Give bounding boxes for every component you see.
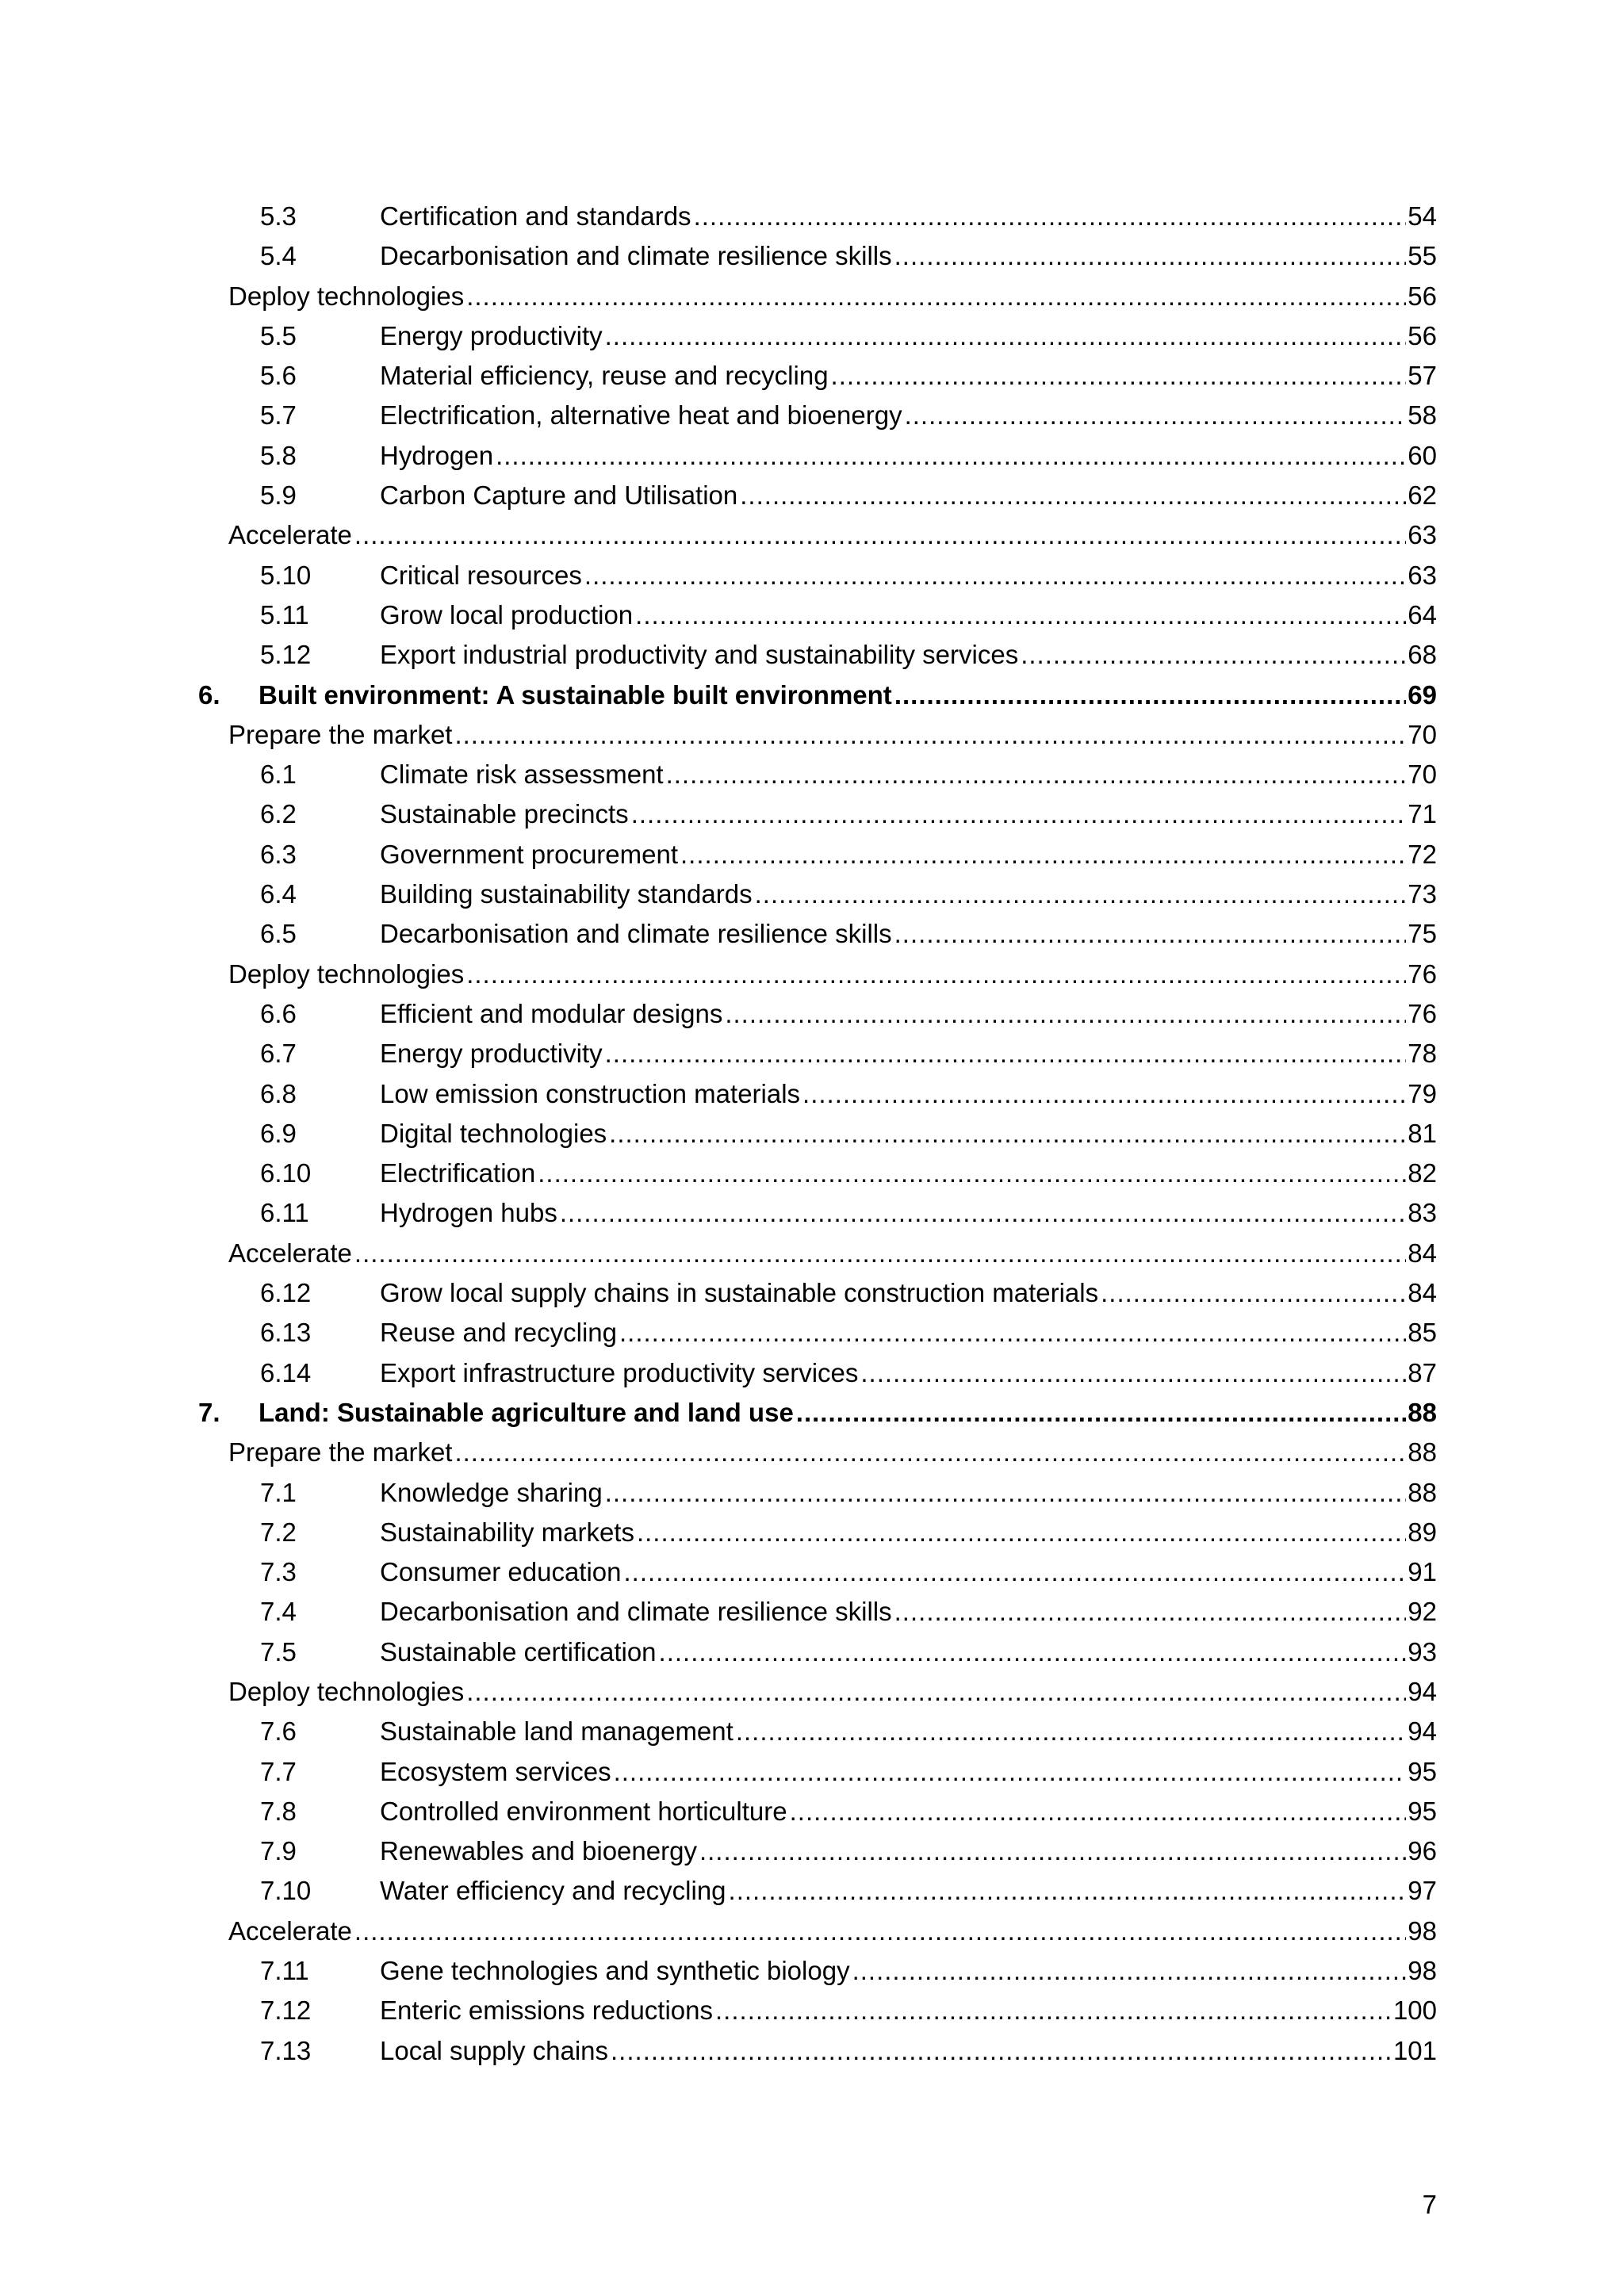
toc-entry-line: [380, 1592, 1437, 1632]
toc-entry-line: [380, 1273, 1437, 1313]
dot-leader: [609, 1114, 1406, 1154]
toc-entry-number: 7.8: [260, 1796, 297, 1826]
toc-entry-title[interactable]: Deploy technologies: [228, 959, 465, 989]
dot-leader: [680, 835, 1406, 874]
toc-entry-title[interactable]: Consumer education: [380, 1557, 622, 1587]
dot-leader: [666, 755, 1407, 794]
toc-entry-line: [380, 595, 1437, 635]
toc-entry-page[interactable]: 63: [1408, 560, 1437, 590]
toc-entry-number: 5.5: [260, 320, 297, 350]
toc-entry-line: [380, 1831, 1437, 1871]
toc-entry-page[interactable]: 85: [1408, 1318, 1437, 1348]
toc-section-entry[interactable]: [0, 396, 1624, 435]
toc-section-entry[interactable]: [0, 1154, 1624, 1193]
toc-entry-title[interactable]: Deploy technologies: [228, 281, 465, 311]
toc-entry-number: 6.1: [260, 760, 297, 790]
dot-leader: [715, 1991, 1392, 2030]
toc-entry-line: [380, 556, 1437, 595]
toc-section-entry[interactable]: [0, 1114, 1624, 1154]
toc-entry-title[interactable]: Sustainable land management: [380, 1716, 733, 1747]
toc-entry-line: [380, 2031, 1437, 2071]
dot-leader: [860, 1353, 1406, 1393]
toc-entry-page[interactable]: 95: [1408, 1796, 1437, 1826]
toc-entry-page[interactable]: 56: [1408, 320, 1437, 350]
toc-group-entry[interactable]: [0, 955, 1624, 994]
toc-entry-number: 6.9: [260, 1118, 297, 1148]
toc-entry-page[interactable]: 79: [1408, 1078, 1437, 1108]
dot-leader: [852, 1951, 1407, 1991]
toc-section-entry[interactable]: [0, 197, 1624, 236]
dot-leader: [605, 1034, 1407, 1073]
toc-section-entry[interactable]: [0, 914, 1624, 954]
toc-entry-line: [380, 476, 1437, 515]
toc-entry-title[interactable]: Enteric emissions reductions: [380, 1996, 714, 2026]
toc-group-entry[interactable]: [0, 1672, 1624, 1712]
dot-leader: [631, 794, 1407, 834]
dot-leader: [1101, 1273, 1406, 1313]
dot-leader: [894, 914, 1407, 954]
toc-entry-line: [380, 197, 1437, 236]
dot-leader: [560, 1193, 1406, 1233]
toc-section-entry[interactable]: [0, 1513, 1624, 1552]
page-number: 7: [1422, 2190, 1437, 2219]
toc-section-entry[interactable]: [0, 1473, 1624, 1513]
toc-entry-number: 7.13: [260, 2035, 312, 2065]
toc-entry-number: 6.5: [260, 919, 297, 949]
toc-entry-number: 7.2: [260, 1517, 297, 1547]
toc-entry-title[interactable]: Land: Sustainable agriculture and land use: [259, 1397, 794, 1427]
dot-leader: [605, 316, 1407, 356]
toc-entry-page[interactable]: 91: [1408, 1557, 1437, 1587]
toc-group-entry[interactable]: [0, 515, 1624, 555]
toc-entry-title[interactable]: Efficient and modular designs: [380, 998, 723, 1028]
toc-entry-title[interactable]: Prepare the market: [228, 719, 453, 749]
toc-entry-number: 5.11: [260, 599, 309, 629]
toc-entry-line: [380, 835, 1437, 874]
toc-entry-number: 5.4: [260, 241, 297, 271]
toc-entry-page[interactable]: 72: [1408, 839, 1437, 869]
toc-entry-title[interactable]: Sustainability markets: [380, 1517, 634, 1547]
dot-leader: [624, 1552, 1407, 1592]
toc-entry-number: 6.6: [260, 998, 297, 1028]
toc-section-entry[interactable]: [0, 1831, 1624, 1871]
toc-entry-page[interactable]: 95: [1408, 1756, 1437, 1786]
toc-entry-number: 6.7: [260, 1039, 297, 1069]
toc-entry-line: [380, 794, 1437, 834]
toc-group-entry[interactable]: [0, 277, 1624, 316]
toc-entry-page[interactable]: 60: [1408, 440, 1437, 470]
toc-entry-page[interactable]: 75: [1408, 919, 1437, 949]
dot-leader: [1021, 635, 1406, 675]
toc-entry-page[interactable]: 84: [1408, 1278, 1437, 1308]
toc-entry-title[interactable]: Critical resources: [380, 560, 582, 590]
toc-entry-page[interactable]: 92: [1408, 1597, 1437, 1627]
dot-leader: [831, 356, 1407, 396]
toc-section-entry[interactable]: [0, 1991, 1624, 2030]
dot-leader: [659, 1632, 1407, 1672]
toc-entry-title[interactable]: Sustainable certification: [380, 1636, 657, 1667]
toc-entry-title[interactable]: Controlled environment horticulture: [380, 1796, 787, 1826]
toc-section-entry[interactable]: [0, 1951, 1624, 1991]
toc-entry-number: 7.11: [260, 1956, 309, 1986]
toc-entry-line: [380, 1752, 1437, 1792]
dot-leader: [611, 2031, 1392, 2071]
toc-chapter-entry[interactable]: [0, 675, 1624, 715]
toc-section-entry[interactable]: [0, 436, 1624, 476]
toc-entry-page[interactable]: 54: [1408, 201, 1437, 231]
toc-section-entry[interactable]: [0, 1313, 1624, 1353]
toc-entry-number: 6.3: [260, 839, 297, 869]
toc-entry-line: [380, 356, 1437, 396]
toc-section-entry[interactable]: [0, 1871, 1624, 1911]
toc-entry-line: [228, 1911, 1437, 1951]
toc-entry-page[interactable]: 98: [1408, 1956, 1437, 1986]
toc-entry-line: [259, 1393, 1437, 1433]
toc-entry-number: 6.4: [260, 879, 297, 909]
toc-section-entry[interactable]: [0, 1792, 1624, 1831]
toc-entry-line: [380, 1991, 1437, 2030]
toc-entry-page[interactable]: 69: [1408, 679, 1437, 710]
toc-entry-title[interactable]: Electrification, alternative heat and bioenergy: [380, 400, 902, 430]
toc-entry-line: [228, 1433, 1437, 1472]
toc-entry-page[interactable]: 73: [1408, 879, 1437, 909]
toc-entry-page[interactable]: 58: [1408, 400, 1437, 430]
toc-section-entry[interactable]: [0, 1193, 1624, 1233]
dot-leader: [637, 1513, 1406, 1552]
toc-entry-line: [228, 955, 1437, 994]
toc-entry-number: 6.10: [260, 1158, 312, 1188]
toc-entry-number: 7.9: [260, 1836, 297, 1866]
dot-leader: [454, 1433, 1406, 1472]
toc-section-entry[interactable]: [0, 1353, 1624, 1393]
toc-entry-number: 7.12: [260, 1996, 312, 2026]
toc-entry-page[interactable]: 98: [1408, 1915, 1437, 1946]
toc-section-entry[interactable]: [0, 794, 1624, 834]
toc-section-entry[interactable]: [0, 755, 1624, 794]
dot-leader: [635, 595, 1406, 635]
toc-section-entry[interactable]: [0, 476, 1624, 515]
toc-entry-line: [380, 1353, 1437, 1393]
toc-entry-line: [228, 715, 1437, 755]
toc-entry-line: [380, 1513, 1437, 1552]
toc-entry-number: 5.7: [260, 400, 297, 430]
toc-entry-title[interactable]: Ecosystem services: [380, 1756, 611, 1786]
toc-group-entry[interactable]: [0, 1234, 1624, 1273]
toc-entry-number: 7.5: [260, 1636, 297, 1667]
toc-entry-page[interactable]: 88: [1408, 1477, 1437, 1507]
toc-section-entry[interactable]: [0, 236, 1624, 276]
toc-entry-line: [380, 1114, 1437, 1154]
toc-entry-number: 7.4: [260, 1597, 297, 1627]
toc-entry-line: [380, 755, 1437, 794]
toc-entry-title[interactable]: Grow local supply chains in sustainable construction materials: [380, 1278, 1099, 1308]
toc-entry-page[interactable]: 84: [1408, 1238, 1437, 1268]
toc-section-entry[interactable]: [0, 1752, 1624, 1792]
toc-entry-title[interactable]: Sustainable precincts: [380, 799, 629, 829]
toc-entry-line: [380, 1552, 1437, 1592]
toc-entry-number: 6.11: [260, 1198, 309, 1228]
dot-leader: [905, 396, 1407, 435]
toc-entry-page[interactable]: 56: [1408, 281, 1437, 311]
toc-entry-line: [380, 436, 1437, 476]
toc-entry-number: 5.10: [260, 560, 312, 590]
toc-entry-number: 7.3: [260, 1557, 297, 1587]
toc-entry-title[interactable]: Built environment: A sustainable built environment: [259, 679, 892, 710]
toc-entry-line: [380, 1473, 1437, 1513]
toc-entry-title[interactable]: Carbon Capture and Utilisation: [380, 480, 738, 511]
toc-entry-number: 6.13: [260, 1318, 312, 1348]
toc-entry-page[interactable]: 76: [1408, 998, 1437, 1028]
toc-entry-title[interactable]: Decarbonisation and climate resilience skills: [380, 919, 892, 949]
dot-leader: [802, 1074, 1406, 1114]
toc-entry-title[interactable]: Decarbonisation and climate resilience skills: [380, 1597, 892, 1627]
dot-leader: [354, 1911, 1406, 1951]
toc-entry-line: [380, 635, 1437, 675]
toc-entry-number: 6.14: [260, 1357, 312, 1387]
toc-entry-line: [380, 236, 1437, 276]
toc-entry-title[interactable]: Certification and standards: [380, 201, 691, 231]
toc-section-entry[interactable]: [0, 635, 1624, 675]
toc-entry-page[interactable]: 88: [1408, 1397, 1437, 1427]
dot-leader: [740, 476, 1406, 515]
dot-leader: [736, 1712, 1406, 1751]
toc-entry-page[interactable]: 100: [1392, 1996, 1437, 2026]
toc-section-entry[interactable]: [0, 1034, 1624, 1073]
toc-entry-number: 6.12: [260, 1278, 312, 1308]
toc-entry-page[interactable]: 70: [1408, 719, 1437, 749]
toc-entry-page[interactable]: 94: [1408, 1716, 1437, 1747]
toc-section-entry[interactable]: [0, 1074, 1624, 1114]
dot-leader: [796, 1393, 1406, 1433]
toc-group-entry[interactable]: [0, 715, 1624, 755]
toc-entry-line: [228, 1672, 1437, 1712]
toc-entry-title[interactable]: Climate risk assessment: [380, 760, 664, 790]
toc-entry-title[interactable]: Prepare the market: [228, 1437, 453, 1468]
toc-section-entry[interactable]: [0, 1552, 1624, 1592]
dot-leader: [354, 1234, 1406, 1273]
toc-entry-title[interactable]: Deploy technologies: [228, 1676, 465, 1706]
toc-entry-page[interactable]: 81: [1408, 1118, 1437, 1148]
dot-leader: [454, 715, 1406, 755]
toc-section-entry[interactable]: [0, 874, 1624, 914]
toc-entry-page[interactable]: 78: [1408, 1039, 1437, 1069]
toc-entry-title[interactable]: Building sustainability standards: [380, 879, 753, 909]
toc-entry-title[interactable]: Low emission construction materials: [380, 1078, 801, 1108]
toc-entry-number: 7.10: [260, 1876, 312, 1906]
toc-entry-line: [380, 874, 1437, 914]
toc-entry-line: [380, 1951, 1437, 1991]
toc-section-entry[interactable]: [0, 1712, 1624, 1751]
toc-entry-page[interactable]: 68: [1408, 640, 1437, 670]
toc-entry-page[interactable]: 87: [1408, 1357, 1437, 1387]
toc-entry-line: [380, 1154, 1437, 1193]
dot-leader: [619, 1313, 1406, 1353]
toc-entry-title[interactable]: Gene technologies and synthetic biology: [380, 1956, 850, 1986]
toc-entry-line: [228, 515, 1437, 555]
toc-entry-page[interactable]: 88: [1408, 1437, 1437, 1468]
toc-entry-title[interactable]: Export infrastructure productivity services: [380, 1357, 859, 1387]
toc-entry-line: [380, 1712, 1437, 1751]
toc-entry-line: [380, 994, 1437, 1034]
toc-entry-page[interactable]: 83: [1408, 1198, 1437, 1228]
toc-entry-page[interactable]: 55: [1408, 241, 1437, 271]
dot-leader: [755, 874, 1407, 914]
toc-entry-title[interactable]: Reuse and recycling: [380, 1318, 617, 1348]
dot-leader: [466, 1672, 1406, 1712]
toc-group-entry[interactable]: [0, 1433, 1624, 1472]
toc-entry-page[interactable]: 96: [1408, 1836, 1437, 1866]
toc-entry-number: 7.6: [260, 1716, 297, 1747]
toc-entry-page[interactable]: 64: [1408, 599, 1437, 629]
toc-entry-title[interactable]: Local supply chains: [380, 2035, 609, 2065]
dot-leader: [694, 197, 1407, 236]
toc-entry-number: 7.7: [260, 1756, 297, 1786]
toc-entry-line: [380, 1074, 1437, 1114]
toc-entry-number: 6.2: [260, 799, 297, 829]
toc-entry-line: [380, 1313, 1437, 1353]
toc-entry-title[interactable]: Export industrial productivity and sustainability services: [380, 640, 1019, 670]
dot-leader: [790, 1792, 1407, 1831]
toc-entry-title[interactable]: Accelerate: [228, 1915, 352, 1946]
toc-entry-title[interactable]: Grow local production: [380, 599, 634, 629]
toc-group-entry[interactable]: [0, 1911, 1624, 1951]
toc-entry-page[interactable]: 82: [1408, 1158, 1437, 1188]
toc-entry-line: [259, 675, 1437, 715]
dot-leader: [496, 436, 1406, 476]
dot-leader: [466, 955, 1406, 994]
toc-entry-page[interactable]: 76: [1408, 959, 1437, 989]
dot-leader: [354, 515, 1406, 555]
toc-section-entry[interactable]: [0, 1592, 1624, 1632]
dot-leader: [699, 1831, 1406, 1871]
toc-entry-line: [228, 1234, 1437, 1273]
toc-section-entry[interactable]: [0, 356, 1624, 396]
toc-entry-page[interactable]: 71: [1408, 799, 1437, 829]
toc-section-entry[interactable]: [0, 595, 1624, 635]
dot-leader: [894, 236, 1407, 276]
toc-entry-number: 6.8: [260, 1078, 297, 1108]
toc-entry-title[interactable]: Renewables and bioenergy: [380, 1836, 697, 1866]
toc-entry-title[interactable]: Energy productivity: [380, 320, 603, 350]
toc-entry-title[interactable]: Digital technologies: [380, 1118, 607, 1148]
toc-entry-title[interactable]: Hydrogen hubs: [380, 1198, 557, 1228]
toc-entry-line: [380, 316, 1437, 356]
toc-entry-title[interactable]: Material efficiency, reuse and recycling: [380, 361, 829, 391]
toc-entry-page[interactable]: 70: [1408, 760, 1437, 790]
toc-entry-line: [380, 1792, 1437, 1831]
toc-entry-page[interactable]: 93: [1408, 1636, 1437, 1667]
toc-entry-page[interactable]: 57: [1408, 361, 1437, 391]
dot-leader: [894, 675, 1406, 715]
toc-entry-number: 5.6: [260, 361, 297, 391]
toc-entry-number: 6.: [198, 679, 220, 710]
toc-entry-number: 7.: [198, 1397, 220, 1427]
toc-entry-title[interactable]: Hydrogen: [380, 440, 494, 470]
toc-entry-line: [380, 914, 1437, 954]
toc-entry-number: 5.8: [260, 440, 297, 470]
toc-section-entry[interactable]: [0, 2031, 1624, 2071]
toc-entry-title[interactable]: Water efficiency and recycling: [380, 1876, 726, 1906]
table-of-contents: [0, 197, 1624, 2071]
toc-entry-title[interactable]: Government procurement: [380, 839, 679, 869]
toc-entry-title[interactable]: Energy productivity: [380, 1039, 603, 1069]
toc-entry-page[interactable]: 101: [1392, 2035, 1437, 2065]
toc-section-entry[interactable]: [0, 1632, 1624, 1672]
toc-entry-title[interactable]: Electrification: [380, 1158, 536, 1188]
dot-leader: [605, 1473, 1407, 1513]
toc-entry-line: [380, 396, 1437, 435]
toc-entry-title[interactable]: Decarbonisation and climate resilience skills: [380, 241, 892, 271]
toc-entry-number: 5.12: [260, 640, 312, 670]
toc-entry-number: 7.1: [260, 1477, 297, 1507]
toc-entry-title[interactable]: Accelerate: [228, 520, 352, 550]
toc-entry-number: 5.3: [260, 201, 297, 231]
toc-entry-line: [228, 277, 1437, 316]
toc-section-entry[interactable]: [0, 1273, 1624, 1313]
toc-entry-title[interactable]: Accelerate: [228, 1238, 352, 1268]
toc-entry-page[interactable]: 94: [1408, 1676, 1437, 1706]
toc-section-entry[interactable]: [0, 556, 1624, 595]
dot-leader: [725, 994, 1406, 1034]
dot-leader: [538, 1154, 1406, 1193]
toc-entry-line: [380, 1034, 1437, 1073]
toc-section-entry[interactable]: [0, 835, 1624, 874]
toc-chapter-entry[interactable]: [0, 1393, 1624, 1433]
toc-entry-page[interactable]: 62: [1408, 480, 1437, 511]
dot-leader: [614, 1752, 1407, 1792]
toc-entry-number: 5.9: [260, 480, 297, 511]
dot-leader: [894, 1592, 1407, 1632]
toc-entry-page[interactable]: 97: [1408, 1876, 1437, 1906]
toc-entry-page[interactable]: 89: [1408, 1517, 1437, 1547]
toc-section-entry[interactable]: [0, 994, 1624, 1034]
dot-leader: [729, 1871, 1407, 1911]
toc-entry-line: [380, 1632, 1437, 1672]
toc-entry-line: [380, 1871, 1437, 1911]
toc-entry-line: [380, 1193, 1437, 1233]
dot-leader: [584, 556, 1406, 595]
dot-leader: [466, 277, 1406, 316]
toc-entry-title[interactable]: Knowledge sharing: [380, 1477, 603, 1507]
toc-section-entry[interactable]: [0, 316, 1624, 356]
toc-entry-page[interactable]: 63: [1408, 520, 1437, 550]
